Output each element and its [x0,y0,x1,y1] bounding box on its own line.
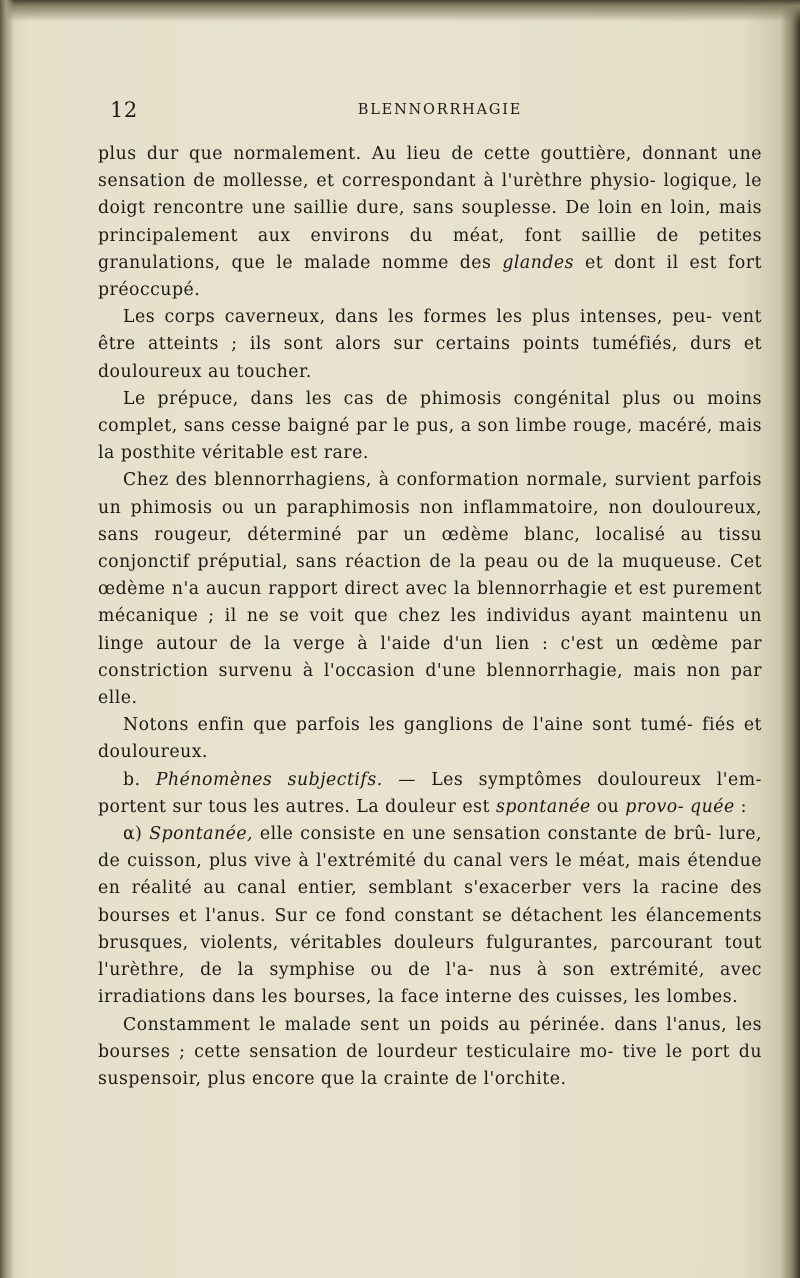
section-marker: b. [123,769,141,790]
paragraph-phenomenes-subjectifs [98,767,762,821]
paragraph-perinee [98,1012,762,1094]
paragraph-text: : [740,796,747,817]
running-title: BLENNORRHAGIE [357,102,523,118]
italic-term: provo- quée [625,796,735,817]
paragraph-prepuce [98,386,762,468]
paragraph-phimosis [98,467,762,712]
paragraph-text: ou [596,796,620,817]
body-text [98,141,762,1093]
paragraph-continuation [98,141,762,304]
book-page [98,96,762,1093]
italic-term: Spontanée, [149,824,254,845]
paragraph-text: elle consiste en une sensation constante de brû- lure, de cuisson, plus vive à l'extrémité du canal vers le méat, mais étendue en réalité au canal entier, semblant s'exacerber vers la racine des bourses et l'anus. Sur ce fond constant se détachent les élancements brusques, violents, véritables douleurs fulgurantes, parcourant tout l'urèthre, de la symphise ou de l'a- nus à son extrémité, avec irradiations dans les bourses, la face interne des cuisses, les lombes. [98,824,762,1008]
paragraph-text: — Les symptômes douloureux l'em- portent sur tous les autres. La douleur est [98,769,762,817]
paragraph-text: Constamment le malade sent un poids au périnée. dans l'anus, les bourses ; cette sensation de lourdeur testiculaire mo- tive le port du suspensoir, plus encore que la crainte de l'orchite. [98,1014,762,1089]
section-marker: α) [123,824,143,845]
italic-term: spontanée [495,796,591,817]
paragraph-text: plus dur que normalement. Au lieu de cette gouttière, donnant une sensation de mollesse, et correspondant à l'urèthre physio- logique, le doigt rencontre une saillie dure, sans souplesse. De loin en loin, mais principalement aux environs du méat, font saillie de petites granulations, que le malade nomme des [98,144,762,273]
section-heading: Phénomènes subjectifs. [155,769,383,790]
paragraph-ganglions [98,712,762,766]
paragraph-spontanee [98,821,762,1011]
page-number: 12 [110,98,138,122]
paragraph-text: et dont il est fort préoccupé. [98,252,762,301]
paragraph-text: Notons enfin que parfois les ganglions de l'aine sont tumé- fiés et douloureux. [98,715,762,763]
page-edge-shadow-top [0,0,800,22]
running-header [98,96,762,132]
paragraph-text: Les corps caverneux, dans les formes les plus intenses, peu- vent être atteints ; ils sont alors sur certains points tuméfiés, durs et douloureux au toucher. [98,307,762,382]
page-edge-shadow-left [0,0,14,1278]
paragraph-corps-caverneux [98,304,762,386]
paragraph-text: Le prépuce, dans les cas de phimosis congénital plus ou moins complet, sans cesse baigné par le pus, a son limbe rouge, macéré, mais la posthite véritable est rare. [98,388,762,464]
paragraph-text: Chez des blennorrhagiens, à conformation normale, survient parfois un phimosis ou un paraphimosis non inflammatoire, non douloureux, sans rougeur, déterminé par un œdème blanc, localisé au tissu conjonctif préputial, sans réaction de la peau ou de la muqueuse. Cet œdème n'a aucun rapport direct avec la blennorrhagie et est purement mécanique ; il ne se voit que chez les individus ayant maintenu un linge autour de la verge à l'aide d'un lien : c'est un œdème par constriction survenu à l'occasion d'une blennorrhagie, mais non par elle. [98,470,762,709]
italic-term: glandes [502,252,575,273]
